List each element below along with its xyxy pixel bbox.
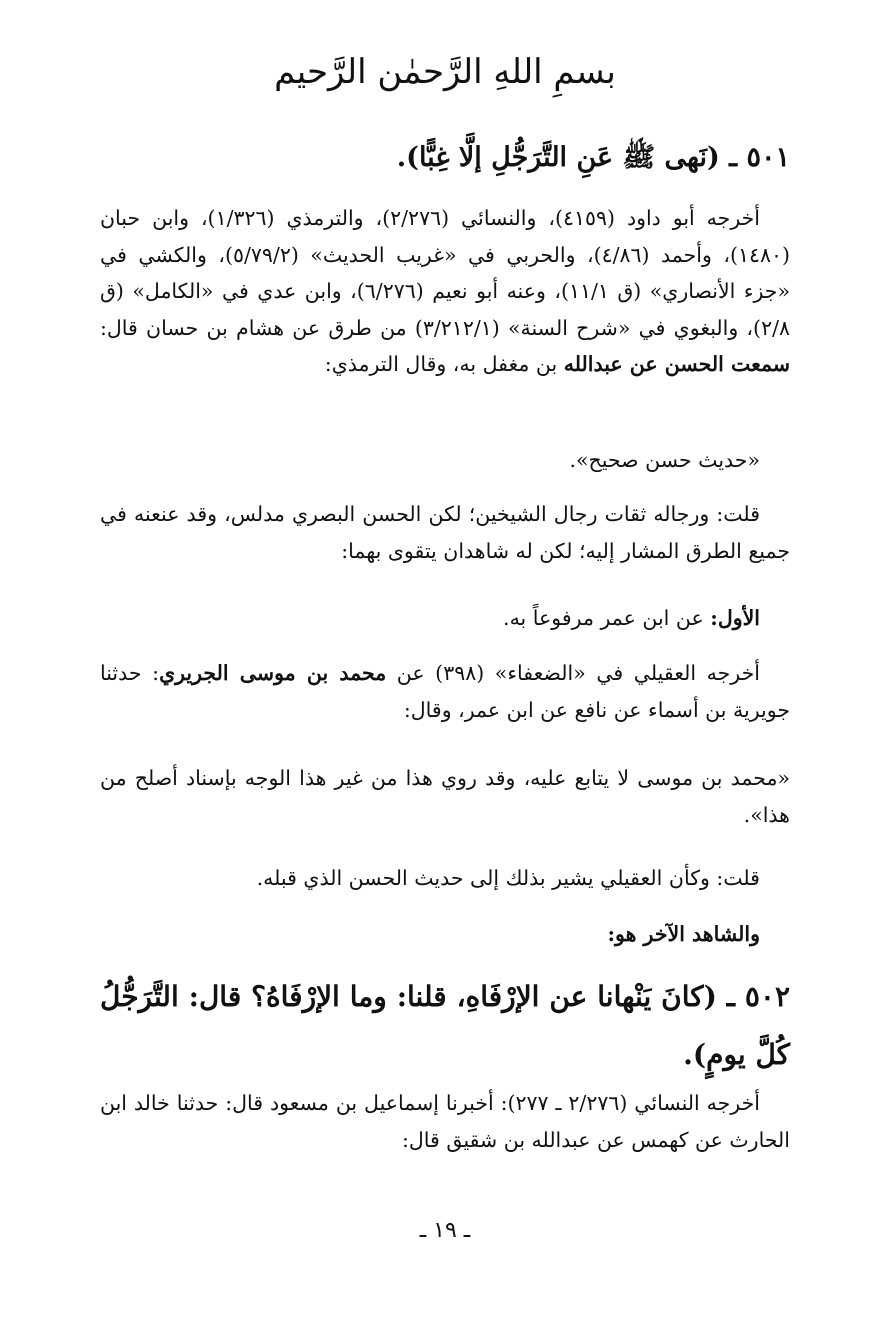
qult-2: قلت: وكأن العقيلي يشير بذلك إلى حديث الحسن الذي قبله. xyxy=(256,866,760,890)
second-witness-block xyxy=(100,916,790,953)
uqaili-text-b: : حدثنا جويرية بن أسماء عن نافع عن ابن عمر، وقال: xyxy=(100,661,790,722)
uqaili-quote-block xyxy=(100,760,790,833)
basmala-header: بسمِ اللهِ الرَّحمٰن الرَّحيم xyxy=(274,52,616,92)
qult-1: قلت: ورجاله ثقات رجال الشيخين؛ لكن الحسن البصري مدلس، وقد عنعنه في جميع الطرق المشار إليه؛ لكن له شاهدان يتقوى بهما: xyxy=(100,502,790,563)
qult-1-block xyxy=(100,496,790,569)
uqaili-text-bold: محمد بن موسى الجريري xyxy=(159,661,387,685)
takhrij-text-b: بن مغفل به، وقال الترمذي: xyxy=(324,352,564,376)
uqaili-takhrij xyxy=(100,655,790,728)
first-witness-text: عن ابن عمر مرفوعاً به. xyxy=(503,606,711,630)
takhrij-text-a: أخرجه أبو داود (٤١٥٩)، والنسائي (٢/٢٧٦)، والترمذي (١/٣٢٦)، وابن حبان (١٤٨٠)، وأحمد (٤/٨٦)، والحربي في «غريب الحديث» (٥/٧٩/٢)، والكشي في «جزء الأنصاري» (ق ١١/١)، وعنه أبو نعيم (٦/٢٧٦)، وابن عدي في «الكامل» (ق ٢/٨)، والبغوي في «شرح السنة» (٣/٢١٢/١) من طرق عن هشام بن حسان قال: xyxy=(100,206,791,340)
page-number: ـ ١٩ ـ xyxy=(419,1218,471,1243)
hadith-501-heading: ٥٠١ ـ (نَهى ﷺ عَنِ التَّرَجُّلِ إلَّا غِبًّا). xyxy=(396,142,790,173)
hadith-502-takhrij-block xyxy=(100,1085,790,1158)
qult-2-block xyxy=(100,860,790,897)
second-witness: والشاهد الآخر هو: xyxy=(607,922,760,946)
uqaili-text-a: أخرجه العقيلي في «الضعفاء» (٣٩٨) عن xyxy=(386,661,760,685)
first-witness-block xyxy=(100,600,790,637)
hadith-502-heading: ٥٠٢ ـ (كانَ يَنْهانا عن الإرْفَاهِ، قلنا: وما الإرْفَاهُ؟ قال: التَّرَجُّلُ كُلَّ يومٍ). xyxy=(100,980,790,1071)
hadith-501-takhrij-block xyxy=(100,200,790,383)
first-witness-label: الأول: xyxy=(710,606,760,630)
hadith-501-heading-block xyxy=(100,130,790,186)
uqaili-quote: «محمد بن موسى لا يتابع عليه، وقد روي هذا من غير هذا الوجه بإسناد أصلح من هذا». xyxy=(100,766,790,827)
takhrij-text-bold: سمعت الحسن عن عبدالله xyxy=(563,352,790,376)
hadith-502-heading-block xyxy=(100,968,790,1084)
hadith-501-takhrij xyxy=(100,200,790,383)
document-page xyxy=(100,0,790,1341)
hadith-502-takhrij: أخرجه النسائي (٢/٢٧٦ ـ ٢٧٧): أخبرنا إسماعيل بن مسعود قال: حدثنا خالد ابن الحارث عن كهمس عن عبدالله بن شقيق قال: xyxy=(100,1091,790,1152)
tirmidhi-quote: «حديث حسن صحيح». xyxy=(569,448,760,472)
tirmidhi-quote-block xyxy=(100,442,790,479)
first-witness xyxy=(100,600,790,637)
uqaili-takhrij-block xyxy=(100,655,790,728)
